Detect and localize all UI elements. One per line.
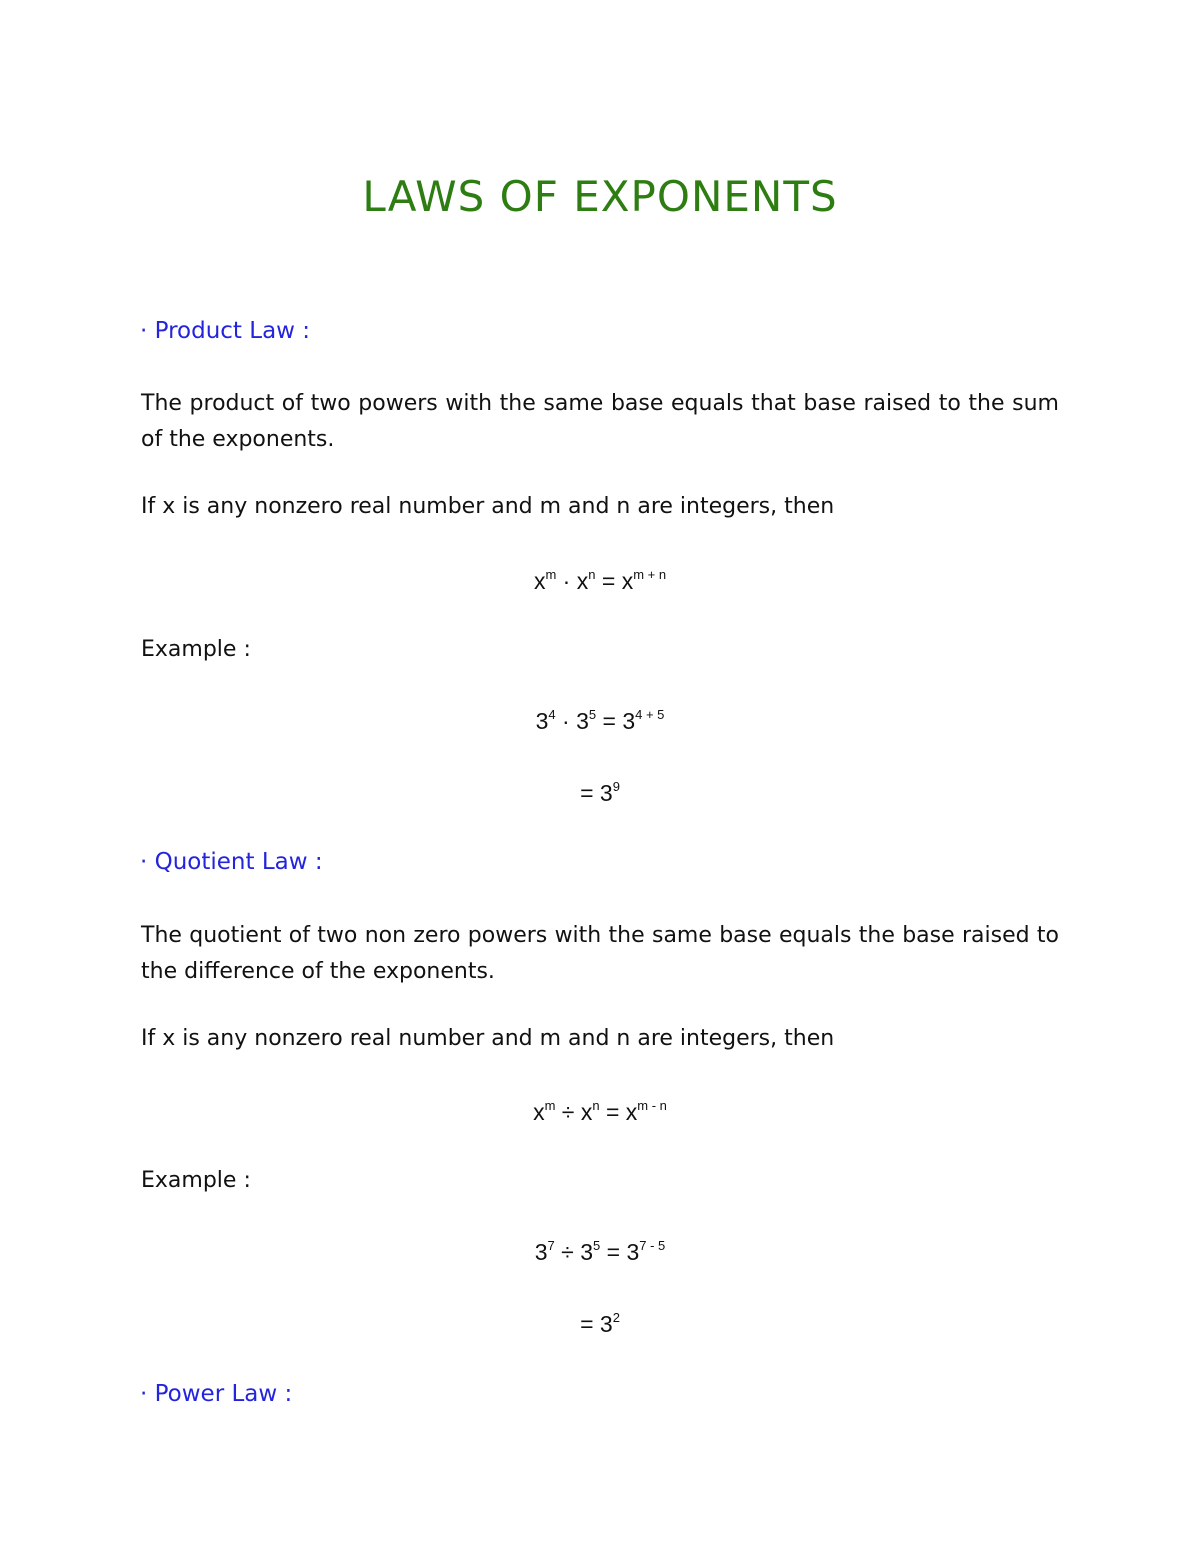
quotient-law-result <box>0 1310 1200 1338</box>
formula-exponent: n <box>592 1098 600 1113</box>
quotient-law-description: The quotient of two non zero powers with the same base equals the base raised to the difference of the exponents. <box>141 923 1059 984</box>
example-equals: = <box>596 708 623 734</box>
example-base: 3 <box>622 708 636 734</box>
example-exponent: 5 <box>592 1238 601 1253</box>
quotient-law-condition: If x is any nonzero real number and m and n are integers, then <box>141 1026 835 1051</box>
product-law-description: The product of two powers with the same base equals that base raised to the sum of the exponents. <box>141 391 1059 452</box>
formula-base: x <box>533 1099 545 1125</box>
example-operator: · <box>555 708 577 734</box>
formula-base: x <box>580 1099 593 1125</box>
formula-equals: = <box>595 568 622 594</box>
quotient-law-formula <box>0 1098 1200 1126</box>
result-base: 3 <box>599 780 613 806</box>
quotient-law-example-label: Example : <box>141 1168 251 1193</box>
formula-base: x <box>576 568 589 594</box>
example-base: 3 <box>534 1239 548 1265</box>
example-exponent: 4 + 5 <box>635 707 665 722</box>
product-law-result <box>0 779 1200 807</box>
product-law-formula <box>0 567 1200 595</box>
formula-operator: ÷ <box>555 1099 581 1125</box>
product-law-example <box>0 707 1200 735</box>
formula-exponent: m <box>545 567 557 582</box>
example-operator: ÷ <box>554 1239 581 1265</box>
example-exponent: 4 <box>548 707 556 722</box>
power-law-heading: · Power Law : <box>140 1381 293 1407</box>
result-equals: = <box>580 1311 600 1337</box>
page-title: LAWS OF EXPONENTS <box>362 172 838 221</box>
formula-base: x <box>625 1099 638 1125</box>
formula-exponent: m + n <box>633 567 667 582</box>
formula-exponent: n <box>588 567 596 582</box>
quotient-law-example <box>0 1238 1200 1266</box>
example-base: 3 <box>626 1239 640 1265</box>
example-exponent: 7 <box>547 1238 555 1253</box>
formula-base: x <box>533 568 546 594</box>
result-exponent: 9 <box>612 779 620 794</box>
example-equals: = <box>600 1239 627 1265</box>
quotient-law-heading: · Quotient Law : <box>140 849 323 875</box>
formula-exponent: m <box>544 1098 556 1113</box>
formula-operator: · <box>556 568 577 594</box>
product-law-condition: If x is any nonzero real number and m and n are integers, then <box>141 494 835 519</box>
formula-base: x <box>621 568 634 594</box>
result-base: 3 <box>599 1311 613 1337</box>
formula-exponent: m - n <box>637 1098 667 1113</box>
result-exponent: 2 <box>612 1310 620 1325</box>
product-law-example-label: Example : <box>141 637 251 662</box>
example-exponent: 5 <box>588 707 597 722</box>
example-base: 3 <box>576 708 589 734</box>
product-law-heading: · Product Law : <box>140 318 311 344</box>
result-equals: = <box>580 780 600 806</box>
example-exponent: 7 - 5 <box>639 1238 666 1253</box>
formula-equals: = <box>599 1099 626 1125</box>
example-base: 3 <box>535 708 549 734</box>
example-base: 3 <box>580 1239 593 1265</box>
